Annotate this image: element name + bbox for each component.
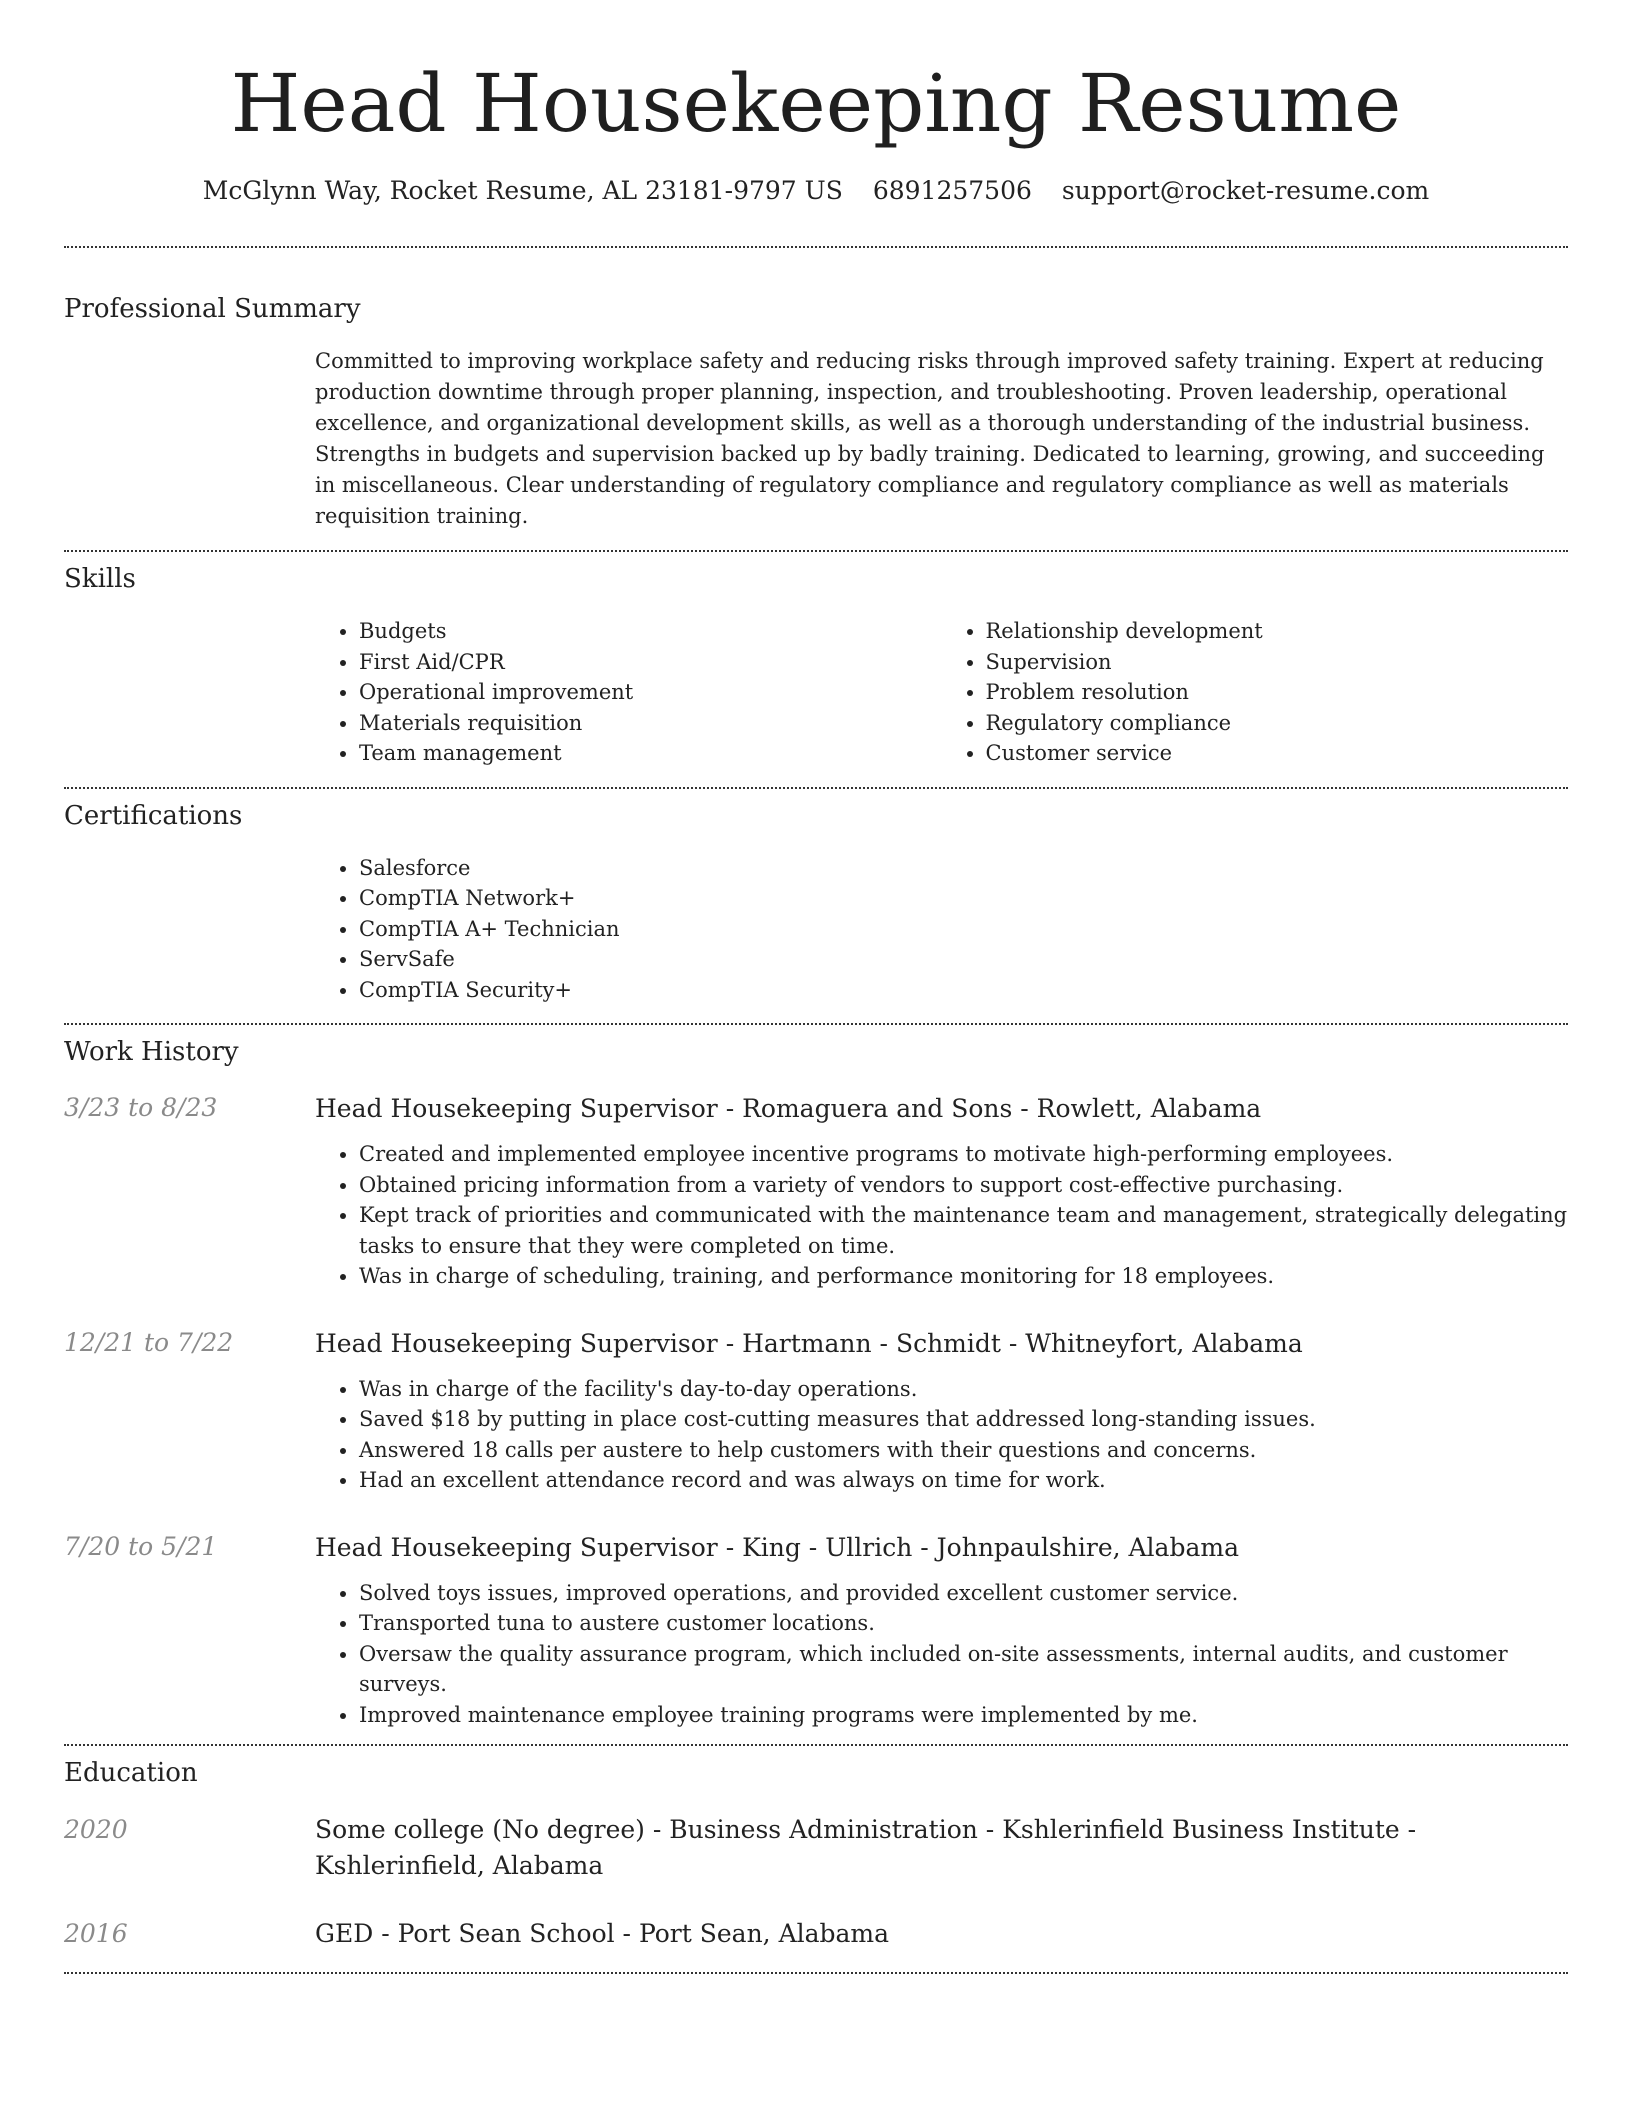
contact-email: support@rocket-resume.com (1061, 176, 1430, 205)
job-date: 7/20 to 5/21 (64, 1531, 218, 1561)
job-bullets (315, 1578, 1568, 1731)
job-bullet: • Obtained pricing information from a variety of vendors to support cost-effective purchasing. (359, 1170, 1568, 1201)
skills-section (64, 552, 1568, 769)
certification-item: • CompTIA Security+ (359, 975, 1568, 1006)
job-bullet: • Was in charge of scheduling, training, and performance monitoring for 18 employees. (359, 1261, 1568, 1292)
job-title: Head Housekeeping Supervisor - King - Ullrich - Johnpaulshire, Alabama (315, 1532, 1239, 1562)
divider (64, 1972, 1568, 1974)
job-entry (64, 1326, 1568, 1496)
skill-item: • Customer service (986, 738, 1569, 769)
resume-page (64, 0, 1568, 1974)
education-entry (64, 1916, 1568, 1952)
job-date: 3/23 to 8/23 (64, 1093, 218, 1122)
certifications-body (315, 853, 1568, 1006)
job-bullets (315, 1139, 1568, 1292)
work-section (64, 1025, 1568, 1730)
certification-item: • CompTIA A+ Technician (359, 914, 1568, 945)
skill-item: • Materials requisition (359, 708, 942, 739)
certifications-section (64, 789, 1568, 1006)
skills-grid (315, 616, 1568, 769)
job-bullet: • Transported tuna to austere customer locations. (359, 1608, 1568, 1639)
job-bullet: • Oversaw the quality assurance program, which included on-site assessments, internal audits, and customer surveys. (359, 1639, 1568, 1700)
skill-item: • Regulatory compliance (986, 708, 1569, 739)
certifications-heading: Certifications (64, 800, 243, 831)
education-date: 2016 (64, 1919, 128, 1948)
job-bullets (315, 1374, 1568, 1496)
skill-item: • Team management (359, 738, 942, 769)
job-title: Head Housekeeping Supervisor - Romaguera and Sons - Rowlett, Alabama (315, 1094, 1262, 1123)
job-bullet: • Saved $18 by putting in place cost-cutting measures that addressed long-standing issues. (359, 1404, 1568, 1435)
education-heading: Education (64, 1758, 198, 1788)
skill-item: • Budgets (359, 616, 942, 647)
summary-body (315, 346, 1568, 532)
education-entry (64, 1812, 1568, 1884)
skill-item: • First Aid/CPR (359, 647, 942, 678)
skills-list-right (942, 616, 1569, 769)
work-heading: Work History (64, 1037, 239, 1067)
job-bullet: • Was in charge of the facility's day-to-day operations. (359, 1374, 1568, 1405)
education-title: GED - Port Sean School - Port Sean, Alabama (315, 1919, 890, 1948)
skills-heading: Skills (64, 564, 136, 594)
job-title: Head Housekeeping Supervisor - Hartmann - Schmidt - Whitneyfort, Alabama (315, 1328, 1303, 1358)
education-title: Some college (No degree) - Business Administration - Kshlerinfield Business Institute - Kshlerinfield, Alabama (315, 1815, 1417, 1880)
job-entry (64, 1091, 1568, 1292)
job-bullet: • Improved maintenance employee training programs were implemented by me. (359, 1700, 1568, 1731)
certification-item: • ServSafe (359, 944, 1568, 975)
skill-item: • Operational improvement (359, 677, 942, 708)
summary-text: Committed to improving workplace safety and reducing risks through improved safety training. Expert at reducing production downtime through proper planning, inspection, and troubleshooting. Proven leadership, operational excellence, and organizational development skills, as well as a thorough understanding of the industrial business. Strengths in budgets and supervision backed up by badly training. Dedicated to learning, growing, and succeeding in miscellaneous. Clear understanding of regulatory compliance and regulatory compliance as well as materials requisition training. (315, 349, 1545, 528)
job-bullet: • Solved toys issues, improved operations, and provided excellent customer service. (359, 1578, 1568, 1609)
skills-list-left (315, 616, 942, 769)
education-date: 2020 (64, 1815, 128, 1844)
job-date: 12/21 to 7/22 (64, 1327, 234, 1357)
summary-heading: Professional Summary (64, 294, 361, 324)
job-bullet: • Answered 18 calls per austere to help customers with their questions and concerns. (359, 1435, 1568, 1466)
job-bullet: • Created and implemented employee incentive programs to motivate high-performing employees. (359, 1139, 1568, 1170)
contact-address: McGlynn Way, Rocket Resume, AL 23181-9797 US (202, 176, 843, 205)
skill-item: • Supervision (986, 647, 1569, 678)
certification-item: • Salesforce (359, 853, 1568, 884)
skill-item: • Relationship development (986, 616, 1569, 647)
resume-title: Head Housekeeping Resume (230, 57, 1402, 150)
job-bullet: • Had an excellent attendance record and was always on time for work. (359, 1465, 1568, 1496)
certification-item: • CompTIA Network+ (359, 883, 1568, 914)
summary-section (64, 248, 1568, 532)
contact-line (64, 174, 1568, 208)
job-entry (64, 1530, 1568, 1731)
skill-item: • Problem resolution (986, 677, 1569, 708)
certifications-list (315, 853, 1568, 1006)
education-section (64, 1746, 1568, 1952)
job-bullet: • Kept track of priorities and communicated with the maintenance team and management, strategically delegating tasks to ensure that they were completed on time. (359, 1200, 1568, 1261)
contact-phone: 6891257506 (872, 176, 1032, 205)
